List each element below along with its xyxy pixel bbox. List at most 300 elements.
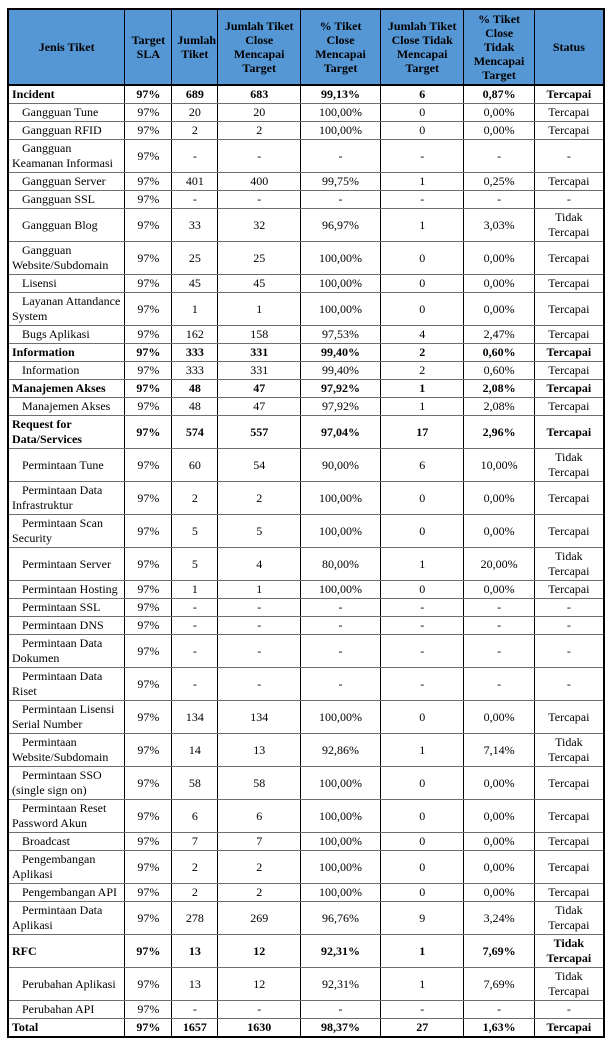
row-label [8, 104, 125, 122]
table-row [8, 482, 604, 515]
value-cell: 12 [218, 935, 301, 968]
row-label-text: Gangguan SSL [22, 192, 95, 207]
value-cell: 97,92% [301, 380, 381, 398]
value-cell: 0 [380, 293, 463, 326]
value-cell: 58 [218, 767, 301, 800]
table-row [8, 293, 604, 326]
status-cell: Tercapai [534, 242, 604, 275]
value-cell: 2,08% [464, 398, 534, 416]
value-cell: 97% [125, 191, 172, 209]
value-cell: 99,75% [301, 173, 381, 191]
table-row [8, 85, 604, 104]
status-cell: - [534, 140, 604, 173]
value-cell: 97% [125, 482, 172, 515]
value-cell: 689 [172, 85, 218, 104]
value-cell: 6 [380, 85, 463, 104]
value-cell: 2 [172, 482, 218, 515]
value-cell: - [464, 617, 534, 635]
value-cell: 1 [380, 209, 463, 242]
value-cell: 97% [125, 85, 172, 104]
header-cell-2: Jumlah Tiket [172, 9, 218, 85]
value-cell: 1 [380, 548, 463, 581]
value-cell: 20,00% [464, 548, 534, 581]
value-cell: 0,87% [464, 85, 534, 104]
value-cell: 100,00% [301, 800, 381, 833]
value-cell: - [218, 617, 301, 635]
value-cell: 0 [380, 515, 463, 548]
header-cell-4: % Tiket Close Mencapai Target [301, 9, 381, 85]
value-cell: 97% [125, 767, 172, 800]
row-label [8, 380, 125, 398]
value-cell: 100,00% [301, 242, 381, 275]
table-row [8, 173, 604, 191]
row-label-text: Permintaan Server [22, 556, 111, 571]
value-cell: 2 [380, 362, 463, 380]
value-cell: - [380, 635, 463, 668]
value-cell: 100,00% [301, 581, 381, 599]
value-cell: 134 [172, 701, 218, 734]
status-cell: - [534, 617, 604, 635]
value-cell: 158 [218, 326, 301, 344]
value-cell: 13 [172, 935, 218, 968]
value-cell: - [301, 635, 381, 668]
value-cell: - [301, 617, 381, 635]
value-cell: 5 [218, 515, 301, 548]
value-cell: 574 [172, 416, 218, 449]
value-cell: 1 [380, 380, 463, 398]
table-row [8, 275, 604, 293]
row-label-text: Permintaan Lisensi Serial Number [12, 702, 115, 732]
value-cell: 99,40% [301, 344, 381, 362]
row-label [8, 884, 125, 902]
value-cell: 97% [125, 581, 172, 599]
status-cell: Tercapai [534, 701, 604, 734]
value-cell: 97% [125, 635, 172, 668]
row-label [8, 668, 125, 701]
row-label [8, 482, 125, 515]
table-row [8, 701, 604, 734]
value-cell: 9 [380, 902, 463, 935]
table-row [8, 1019, 604, 1038]
value-cell: 0 [380, 104, 463, 122]
status-cell: Tidak Tercapai [534, 935, 604, 968]
value-cell: 97% [125, 326, 172, 344]
status-cell: Tercapai [534, 515, 604, 548]
header-cell-6: % Tiket Close Tidak Mencapai Target [464, 9, 534, 85]
table-row [8, 635, 604, 668]
status-cell: Tidak Tercapai [534, 449, 604, 482]
status-cell: Tercapai [534, 1019, 604, 1038]
table-row [8, 242, 604, 275]
status-cell: Tercapai [534, 416, 604, 449]
value-cell: 25 [218, 242, 301, 275]
value-cell: 100,00% [301, 767, 381, 800]
table-row [8, 140, 604, 173]
value-cell: 1 [380, 968, 463, 1001]
value-cell: 2,96% [464, 416, 534, 449]
value-cell: - [172, 635, 218, 668]
row-label-text: Permintaan Tune [22, 457, 104, 472]
value-cell: 97% [125, 701, 172, 734]
value-cell: 0 [380, 242, 463, 275]
value-cell: 0 [380, 482, 463, 515]
value-cell: - [172, 668, 218, 701]
row-label [8, 851, 125, 884]
row-label [8, 617, 125, 635]
value-cell: 20 [218, 104, 301, 122]
value-cell: 162 [172, 326, 218, 344]
value-cell: 0,00% [464, 767, 534, 800]
row-label-text: Manajemen Akses [22, 399, 111, 414]
value-cell: 0,00% [464, 701, 534, 734]
row-label [8, 140, 125, 173]
status-cell: Tercapai [534, 173, 604, 191]
value-cell: 4 [380, 326, 463, 344]
value-cell: 2 [172, 851, 218, 884]
value-cell: 96,97% [301, 209, 381, 242]
row-label [8, 209, 125, 242]
value-cell: 97% [125, 416, 172, 449]
value-cell: 100,00% [301, 515, 381, 548]
value-cell: - [301, 1001, 381, 1019]
value-cell: 0,00% [464, 275, 534, 293]
value-cell: 1 [172, 293, 218, 326]
row-label-text: Permintaan DNS [22, 618, 104, 633]
status-cell: Tidak Tercapai [534, 968, 604, 1001]
status-cell: Tercapai [534, 482, 604, 515]
row-label-text: Information [12, 345, 75, 360]
status-cell: - [534, 635, 604, 668]
value-cell: 0 [380, 701, 463, 734]
row-label [8, 398, 125, 416]
table-row [8, 734, 604, 767]
value-cell: 100,00% [301, 884, 381, 902]
value-cell: - [301, 668, 381, 701]
row-label [8, 767, 125, 800]
status-cell: Tercapai [534, 767, 604, 800]
value-cell: 3,24% [464, 902, 534, 935]
value-cell: 47 [218, 398, 301, 416]
row-label-text: Gangguan Blog [22, 217, 98, 232]
table-row [8, 668, 604, 701]
row-label [8, 293, 125, 326]
value-cell: 97% [125, 935, 172, 968]
row-label [8, 902, 125, 935]
value-cell: 100,00% [301, 293, 381, 326]
value-cell: 683 [218, 85, 301, 104]
value-cell: 97% [125, 344, 172, 362]
row-label-text: Permintaan Data Riset [12, 669, 103, 699]
row-label-text: Bugs Aplikasi [22, 327, 90, 342]
value-cell: 100,00% [301, 275, 381, 293]
value-cell: 97% [125, 293, 172, 326]
value-cell: 100,00% [301, 104, 381, 122]
value-cell: - [464, 668, 534, 701]
status-cell: Tidak Tercapai [534, 734, 604, 767]
value-cell: 97% [125, 599, 172, 617]
table-row [8, 833, 604, 851]
table-row [8, 326, 604, 344]
table-row [8, 398, 604, 416]
value-cell: 333 [172, 344, 218, 362]
value-cell: 0,00% [464, 515, 534, 548]
status-cell: Tercapai [534, 884, 604, 902]
status-cell: Tercapai [534, 800, 604, 833]
value-cell: - [218, 635, 301, 668]
value-cell: - [218, 668, 301, 701]
value-cell: 97% [125, 398, 172, 416]
value-cell: 97,92% [301, 398, 381, 416]
row-label-text: Gangguan Tune [22, 105, 99, 120]
status-cell: Tercapai [534, 362, 604, 380]
value-cell: 401 [172, 173, 218, 191]
value-cell: - [172, 191, 218, 209]
value-cell: 13 [172, 968, 218, 1001]
value-cell: 0 [380, 833, 463, 851]
status-cell: Tercapai [534, 398, 604, 416]
status-cell: Tercapai [534, 122, 604, 140]
value-cell: 1 [380, 398, 463, 416]
row-label-text: Gangguan Website/Subdomain [12, 243, 109, 273]
value-cell: 97% [125, 173, 172, 191]
value-cell: 0,60% [464, 362, 534, 380]
status-cell: Tercapai [534, 293, 604, 326]
status-cell: - [534, 1001, 604, 1019]
value-cell: 97% [125, 548, 172, 581]
value-cell: - [218, 599, 301, 617]
value-cell: 25 [172, 242, 218, 275]
row-label-text: RFC [12, 943, 37, 958]
value-cell: 99,40% [301, 362, 381, 380]
row-label [8, 173, 125, 191]
value-cell: 0,00% [464, 104, 534, 122]
value-cell: 97% [125, 1019, 172, 1038]
row-label-text: Pengembangan API [22, 885, 117, 900]
row-label-text: Gangguan Keamanan Informasi [12, 141, 113, 171]
value-cell: 97% [125, 209, 172, 242]
value-cell: 0,00% [464, 581, 534, 599]
table-body [8, 85, 604, 1037]
table-row [8, 902, 604, 935]
status-cell: Tercapai [534, 581, 604, 599]
value-cell: 5 [172, 548, 218, 581]
value-cell: 45 [218, 275, 301, 293]
row-label [8, 599, 125, 617]
value-cell: 97% [125, 800, 172, 833]
value-cell: 54 [218, 449, 301, 482]
value-cell: 48 [172, 398, 218, 416]
value-cell: 0,00% [464, 242, 534, 275]
value-cell: 0 [380, 122, 463, 140]
table-row [8, 209, 604, 242]
value-cell: - [218, 140, 301, 173]
row-label-text: Permintaan Data Aplikasi [12, 903, 103, 933]
header-cell-7: Status [534, 9, 604, 85]
value-cell: - [301, 140, 381, 173]
value-cell: 10,00% [464, 449, 534, 482]
header-cell-0: Jenis Tiket [8, 9, 125, 85]
value-cell: - [380, 599, 463, 617]
value-cell: 97% [125, 884, 172, 902]
value-cell: 97% [125, 242, 172, 275]
value-cell: 7,69% [464, 968, 534, 1001]
status-cell: - [534, 191, 604, 209]
value-cell: - [301, 599, 381, 617]
value-cell: 0 [380, 767, 463, 800]
value-cell: 1 [218, 581, 301, 599]
value-cell: - [218, 191, 301, 209]
value-cell: 97% [125, 668, 172, 701]
value-cell: - [464, 635, 534, 668]
row-label-text: Broadcast [22, 834, 70, 849]
value-cell: 97% [125, 380, 172, 398]
row-label-text: Permintaan Hosting [22, 582, 118, 597]
value-cell: 97% [125, 515, 172, 548]
value-cell: 0,00% [464, 833, 534, 851]
row-label [8, 242, 125, 275]
value-cell: 0,00% [464, 482, 534, 515]
value-cell: 134 [218, 701, 301, 734]
value-cell: 92,86% [301, 734, 381, 767]
value-cell: 97% [125, 449, 172, 482]
row-label [8, 416, 125, 449]
value-cell: 99,13% [301, 85, 381, 104]
value-cell: 2 [380, 344, 463, 362]
value-cell: 0 [380, 275, 463, 293]
table-row [8, 380, 604, 398]
value-cell: 97,04% [301, 416, 381, 449]
value-cell: 92,31% [301, 935, 381, 968]
value-cell: 97% [125, 833, 172, 851]
row-label [8, 515, 125, 548]
value-cell: 0,00% [464, 122, 534, 140]
value-cell: 0 [380, 851, 463, 884]
value-cell: 97,53% [301, 326, 381, 344]
row-label [8, 1019, 125, 1038]
value-cell: 0,00% [464, 884, 534, 902]
value-cell: 2 [218, 884, 301, 902]
value-cell: 100,00% [301, 833, 381, 851]
value-cell: 96,76% [301, 902, 381, 935]
row-label [8, 548, 125, 581]
value-cell: 331 [218, 344, 301, 362]
header-cell-3: Jumlah Tiket Close Mencapai Target [218, 9, 301, 85]
row-label [8, 968, 125, 1001]
value-cell: - [464, 1001, 534, 1019]
table-row [8, 416, 604, 449]
value-cell: - [172, 140, 218, 173]
table-header-row [8, 9, 604, 85]
row-label-text: Permintaan Data Infrastruktur [12, 483, 103, 513]
value-cell: 1 [172, 581, 218, 599]
row-label-text: Gangguan Server [22, 174, 106, 189]
value-cell: 97% [125, 140, 172, 173]
value-cell: 1 [218, 293, 301, 326]
status-cell: Tercapai [534, 851, 604, 884]
value-cell: 33 [172, 209, 218, 242]
value-cell: 7,14% [464, 734, 534, 767]
value-cell: 97% [125, 362, 172, 380]
value-cell: 97% [125, 617, 172, 635]
value-cell: 97% [125, 968, 172, 1001]
value-cell: - [301, 191, 381, 209]
value-cell: 97% [125, 122, 172, 140]
table-row [8, 581, 604, 599]
value-cell: 6 [380, 449, 463, 482]
table-row [8, 362, 604, 380]
value-cell: 0,00% [464, 800, 534, 833]
value-cell: - [380, 668, 463, 701]
table-row [8, 122, 604, 140]
value-cell: 0 [380, 581, 463, 599]
value-cell: 97% [125, 1001, 172, 1019]
value-cell: 400 [218, 173, 301, 191]
table-row [8, 344, 604, 362]
value-cell: - [172, 1001, 218, 1019]
value-cell: 47 [218, 380, 301, 398]
value-cell: 97% [125, 275, 172, 293]
row-label-text: Permintaan Scan Security [12, 516, 103, 546]
status-cell: Tidak Tercapai [534, 548, 604, 581]
value-cell: 12 [218, 968, 301, 1001]
value-cell: 45 [172, 275, 218, 293]
row-label [8, 275, 125, 293]
value-cell: 0,00% [464, 293, 534, 326]
row-label [8, 635, 125, 668]
table-row [8, 851, 604, 884]
row-label-text: Permintaan Data Dokumen [12, 636, 103, 666]
table-row [8, 449, 604, 482]
value-cell: 2,47% [464, 326, 534, 344]
value-cell: 331 [218, 362, 301, 380]
value-cell: - [380, 191, 463, 209]
value-cell: 2 [218, 482, 301, 515]
row-label [8, 362, 125, 380]
status-cell: Tercapai [534, 85, 604, 104]
header-cell-1: Target SLA [125, 9, 172, 85]
value-cell: 97% [125, 734, 172, 767]
value-cell: 0,60% [464, 344, 534, 362]
row-label-text: Incident [12, 87, 55, 102]
value-cell: 90,00% [301, 449, 381, 482]
value-cell: 100,00% [301, 122, 381, 140]
value-cell: 5 [172, 515, 218, 548]
row-label [8, 191, 125, 209]
row-label [8, 344, 125, 362]
row-label [8, 800, 125, 833]
value-cell: 97% [125, 851, 172, 884]
row-label-text: Permintaan SSO (single sign on) [12, 768, 102, 798]
value-cell: 92,31% [301, 968, 381, 1001]
status-cell: Tercapai [534, 326, 604, 344]
value-cell: 6 [172, 800, 218, 833]
status-cell: - [534, 599, 604, 617]
value-cell: 1,63% [464, 1019, 534, 1038]
value-cell: - [218, 1001, 301, 1019]
table-row [8, 800, 604, 833]
value-cell: 98,37% [301, 1019, 381, 1038]
value-cell: 7,69% [464, 935, 534, 968]
value-cell: - [380, 1001, 463, 1019]
value-cell: - [464, 140, 534, 173]
value-cell: 2 [218, 851, 301, 884]
table-row [8, 884, 604, 902]
row-label-text: Pengembangan Aplikasi [12, 852, 96, 882]
table-row [8, 617, 604, 635]
row-label-text: Perubahan Aplikasi [22, 976, 116, 991]
value-cell: - [172, 599, 218, 617]
value-cell: 2 [172, 122, 218, 140]
